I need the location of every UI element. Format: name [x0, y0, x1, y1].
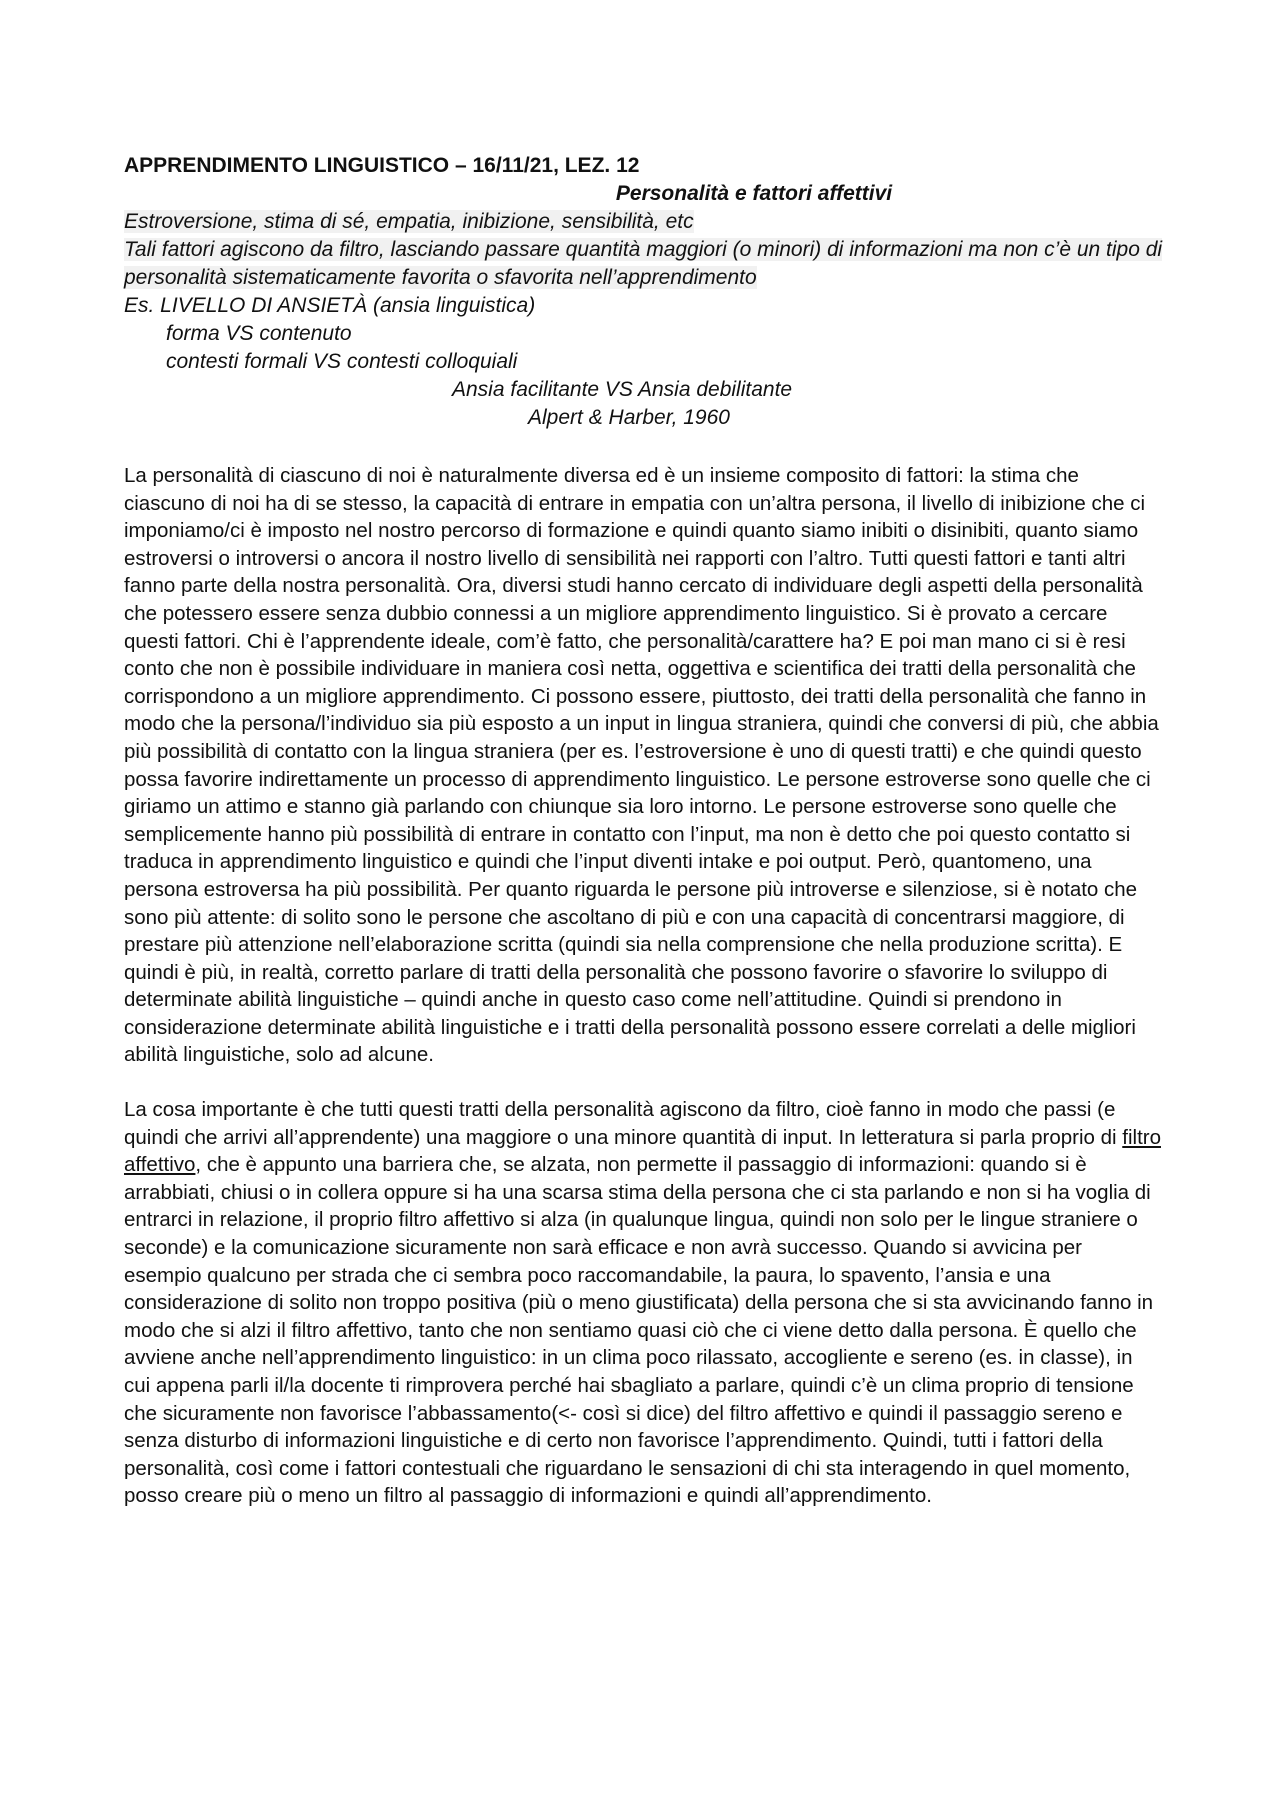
document-subtitle: Personalità e fattori affettivi	[615, 182, 893, 205]
intro-citation: Alpert & Harber, 1960	[528, 406, 730, 429]
intro-filter-text: Tali fattori agiscono da filtro, lasciando passare quantità maggiori (o minori) di informazioni ma non c’è un tipo di personalità sistematicamente favorita o sfavorita nell’apprendimento	[124, 238, 1163, 289]
intro-sub-form: forma VS contenuto	[166, 322, 352, 345]
paragraph-2-start: La cosa importante è che tutti questi tratti della personalità agiscono da filtro, cioè fanno in modo che passi (e quindi che arrivi all’apprendente) una maggiore o una minore quantità di input. In letteratura si parla proprio di	[124, 1098, 1123, 1149]
spacer	[124, 1069, 1164, 1096]
document-title: APPRENDIMENTO LINGUISTICO – 16/11/21, LEZ. 12	[124, 154, 640, 177]
body-paragraph-1: La personalità di ciascuno di noi è naturalmente diversa ed è un insieme composito di fattori: la stima che ciascuno di noi ha di se stesso, la capacità di entrare in empatia con un’altra persona, il livello di inibizione che ci imponiamo/ci è imposto nel nostro percorso di formazione e quindi quanto siamo inibiti o disinibiti, quanto siamo estroversi o introversi o ancora il nostro livello di sensibilità nei rapporti con l’altro. Tutti questi fattori e tanti altri fanno parte della nostra personalità. Ora, diversi studi hanno cercato di individuare degli aspetti della personalità che potessero essere senza dubbio connessi a un migliore apprendimento linguistico. Si è provato a cercare questi fattori. Chi è l’apprendente ideale, com’è fatto, che personalità/carattere ha? E poi man mano ci si è resi conto che non è possibile individuare in maniera così netta, oggettiva e scientifica dei tratti della personalità che corrispondono a un migliore apprendimento. Ci possono essere, piuttosto, dei tratti della personalità che fanno in modo che la persona/l’individuo sia più esposto a un input in lingua straniera, quindi che conversi di più, che abbia più possibilità di contatto con la lingua straniera (per es. l’estroversione è uno di questi tratti) e che quindi questo possa favorire indirettamente un processo di apprendimento linguistico. Le persone estroverse sono quelle che ci giriamo un attimo e stanno già parlando con chiunque sia loro intorno. Le persone estroverse sono quelle che semplicemente hanno più possibilità di entrare in contatto con l’input, ma non è detto che poi questo contatto si traduca in apprendimento linguistico e quindi che l’input diventi intake e poi output. Però, quantomeno, una persona estroversa ha più possibilità. Per quanto riguarda le persone più introverse e silenziose, si è notato che sono più attente: di solito sono le persone che ascoltano di più e con una capacità di concentrarsi maggiore, di prestare più attenzione nell’elaborazione scritta (quindi sia nella comprensione che nella produzione scritta). E quindi è più, in realtà, corretto parlare di tratti della personalità che possono favorire o sfavorire lo sviluppo di determinate abilità linguistiche – quindi anche in questo caso come nell’attitudine. Quindi si prendono in considerazione determinate abilità linguistiche e i tratti della personalità possono essere correlati a delle migliori abilità linguistiche, solo ad alcune.	[124, 464, 1159, 1067]
intro-filter-line	[124, 236, 1164, 292]
spacer	[124, 432, 1164, 462]
intro-factors-text: Estroversione, stima di sé, empatia, inibizione, sensibilità, etc	[124, 210, 694, 233]
intro-factors-line	[124, 208, 1164, 236]
document-page	[124, 152, 1164, 1510]
intro-sub-contexts: contesti formali VS contesti colloquiali	[166, 350, 518, 373]
underlined-term-filtro-affettivo: filtro affettivo	[124, 1125, 1161, 1177]
body-paragraph-2	[124, 1096, 1164, 1510]
intro-example: Es. LIVELLO DI ANSIETÀ (ansia linguistica)	[124, 294, 536, 317]
intro-sub-anxiety: Ansia facilitante VS Ansia debilitante	[452, 378, 793, 401]
paragraph-2-rest: , che è appunto una barriera che, se alzata, non permette il passaggio di informazioni: quando si è arrabbiati, chiusi o in collera oppure si ha una scarsa stima della persona che ci sta parlando e non si ha voglia di entrarci in relazione, il proprio filtro affettivo si alza (in qualunque lingua, quindi non solo per le lingue straniere o seconde) e la comunicazione sicuramente non sarà efficace e non avrà successo. Quando si avvicina per esempio qualcuno per strada che ci sembra poco raccomandabile, la paura, lo spavento, l’ansia e una considerazione di solito non troppo positiva (più o meno giustificata) della persona che si sta avvicinando fanno in modo che si alzi il filtro affettivo, tanto che non sentiamo quasi ciò che ci viene detto dalla persona. È quello che avviene anche nell’apprendimento linguistico: in un clima poco rilassato, accogliente e sereno (es. in classe), in cui appena parli il/la docente ti rimprovera perché hai sbagliato a parlare, quindi c’è un clima proprio di tensione che sicuramente non favorisce l’abbassamento(<- così si dice) del filtro affettivo e quindi il passaggio sereno e senza disturbo di informazioni linguistiche e di certo non favorisce l’apprendimento. Quindi, tutti i fattori della personalità, così come i fattori contestuali che riguardano le sensazioni di chi sta interagendo in quel momento, posso creare più o meno un filtro al passaggio di informazioni e quindi all’apprendimento.	[124, 1153, 1154, 1508]
